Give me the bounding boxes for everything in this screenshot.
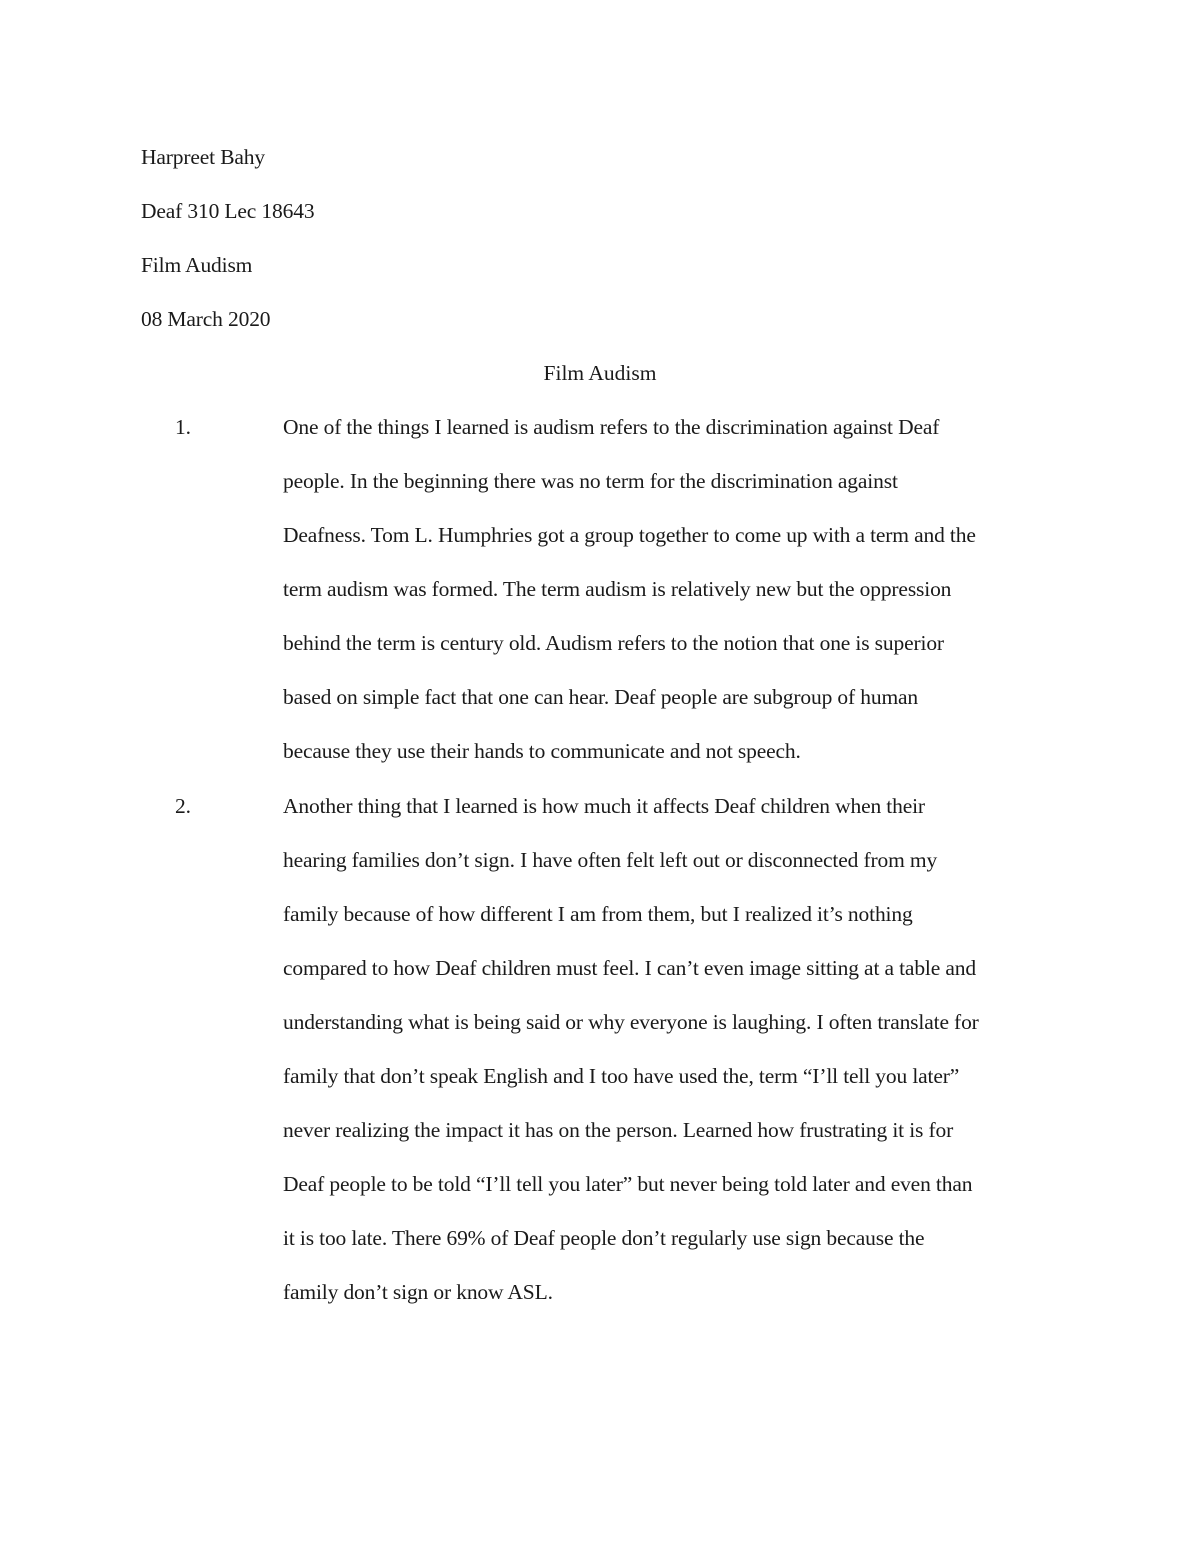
paragraph-line: family because of how different I am from them, but I realized it’s nothing	[283, 902, 913, 926]
paragraph-line: never realizing the impact it has on the person. Learned how frustrating it is for	[283, 1118, 954, 1142]
paragraph-line: hearing families don’t sign. I have often felt left out or disconnected from my	[283, 848, 938, 872]
paragraph-line: it is too late. There 69% of Deaf people don’t regularly use sign because the	[283, 1226, 925, 1250]
date: 08 March 2020	[141, 307, 271, 331]
paragraph-line: Deafness. Tom L. Humphries got a group together to come up with a term and the	[283, 523, 976, 547]
author-name: Harpreet Bahy	[141, 145, 266, 169]
list-item-number: 1.	[175, 415, 191, 439]
course-name: Deaf 310 Lec 18643	[141, 199, 315, 223]
paragraph-line: Another thing that I learned is how much it affects Deaf children when their	[283, 794, 925, 818]
paragraph-line: people. In the beginning there was no term for the discrimination against	[283, 469, 898, 493]
paragraph-line: Deaf people to be told “I’ll tell you later” but never being told later and even than	[283, 1172, 973, 1196]
paragraph-line: family that don’t speak English and I too have used the, term “I’ll tell you later”	[283, 1064, 960, 1088]
paragraph-line: family don’t sign or know ASL.	[283, 1280, 553, 1304]
list-item-number: 2.	[175, 794, 191, 818]
paragraph-line: compared to how Deaf children must feel. I can’t even image sitting at a table and	[283, 956, 976, 980]
paragraph-line: based on simple fact that one can hear. Deaf people are subgroup of human	[283, 685, 919, 709]
paragraph-line: One of the things I learned is audism refers to the discrimination against Deaf	[283, 415, 940, 439]
assignment-name: Film Audism	[141, 253, 253, 277]
paragraph-line: because they use their hands to communicate and not speech.	[283, 739, 801, 763]
paragraph-line: behind the term is century old. Audism refers to the notion that one is superior	[283, 631, 944, 655]
paragraph-line: understanding what is being said or why everyone is laughing. I often translate for	[283, 1010, 979, 1034]
paragraph-line: term audism was formed. The term audism is relatively new but the oppression	[283, 577, 952, 601]
page-title: Film Audism	[543, 361, 657, 385]
